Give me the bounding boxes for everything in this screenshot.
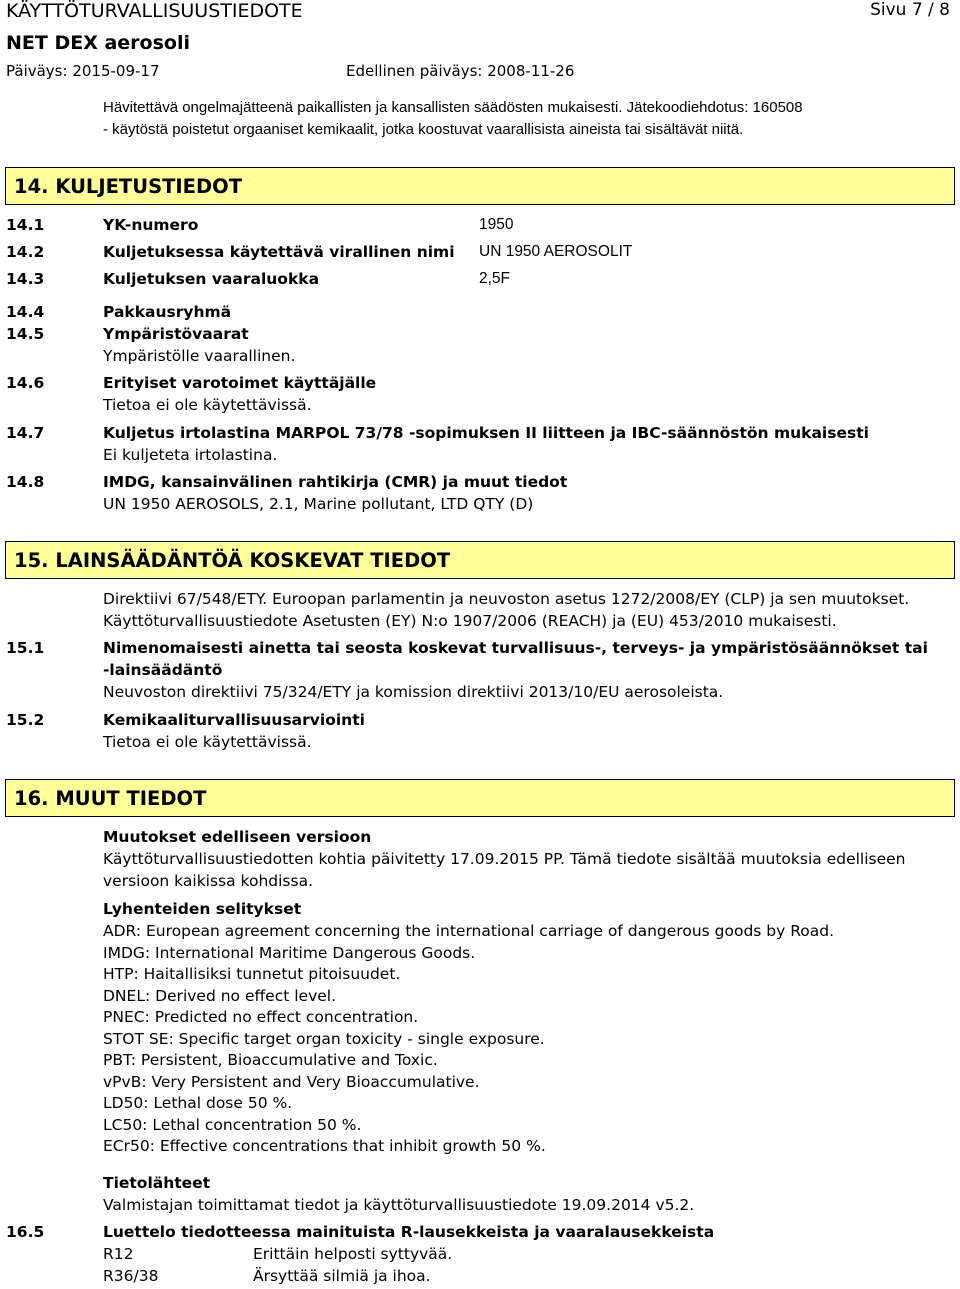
sources-text: Valmistajan toimittamat tiedot ja käyttöturvallisuustiedote 19.09.2014 v5.2. [103,1196,695,1214]
abbreviation-item: LC50: Lethal concentration 50 %. [103,1115,362,1134]
changes-line-2: versioon kaikissa kohdissa. [103,872,313,890]
previous-date: Edellinen päiväys: 2008-11-26 [346,62,575,80]
s152-label: Kemikaaliturvallisuusarviointi [103,711,365,729]
s147-label: Kuljetus irtolastina MARPOL 73/78 -sopimuksen II liitteen ja IBC-säännöstön mukaisesti [103,424,869,442]
s15-intro-2: Käyttöturvallisuustiedote Asetusten (EY) N:o 1907/2006 (REACH) ja (EU) 453/2010 mukaisesti. [103,612,837,630]
abbreviation-item: LD50: Lethal dose 50 %. [103,1094,293,1112]
s143-num: 14.3 [6,270,45,288]
s146-text: Tietoa ei ole käytettävissä. [103,396,312,414]
s165-num: 16.5 [6,1223,45,1241]
abbreviation-item: ADR: European agreement concerning the international carriage of dangerous goods by Road. [103,922,835,940]
s151-num: 15.1 [6,639,45,657]
document-title: KÄYTTÖTURVALLISUUSTIEDOTE [6,0,303,22]
abbreviation-item: DNEL: Derived no effect level. [103,986,337,1005]
changes-title: Muutokset edelliseen versioon [103,828,372,846]
s145-text: Ympäristölle vaarallinen. [103,347,296,365]
s147-text: Ei kuljeteta irtolastina. [103,446,278,464]
phrase-text: Erittäin helposti syttyvää. [253,1245,453,1263]
section-15-header [5,541,955,579]
s15-intro-1: Direktiivi 67/548/ETY. Euroopan parlamentin ja neuvoston asetus 1272/2008/EY (CLP) ja sen muutokset. [103,590,910,608]
s141-label: YK-numero [103,216,199,234]
s142-label: Kuljetuksessa käytettävä virallinen nimi [103,243,455,261]
s142-value: UN 1950 AEROSOLIT [479,243,633,260]
disposal-line-2: - käytöstä poistetut orgaaniset kemikaalit, jotka koostuvat vaarallisista aineista tai sisältävät niitä. [103,121,744,138]
changes-line-1: Käyttöturvallisuustiedotten kohtia päivitetty 17.09.2015 PP. Tämä tiedote sisältää muutoksia edelliseen [103,850,906,868]
s142-num: 14.2 [6,243,45,261]
phrase-code: R36/38 [103,1267,159,1285]
s148-num: 14.8 [6,473,45,491]
s145-num: 14.5 [6,325,45,343]
s152-text: Tietoa ei ole käytettävissä. [103,733,312,751]
abbreviation-item: vPvB: Very Persistent and Very Bioaccumulative. [103,1072,480,1091]
s165-label: Luettelo tiedotteessa mainituista R-lausekkeista ja vaaralausekkeista [103,1223,715,1241]
sources-title: Tietolähteet [103,1174,211,1192]
s147-num: 14.7 [6,424,45,442]
s148-text: UN 1950 AEROSOLS, 2.1, Marine pollutant, LTD QTY (D) [103,495,534,513]
issue-date: Päiväys: 2015-09-17 [6,62,160,80]
s144-num: 14.4 [6,303,45,321]
s143-label: Kuljetuksen vaaraluokka [103,270,320,288]
s145-label: Ympäristövaarat [103,325,249,343]
abbreviations-title: Lyhenteiden selitykset [103,900,302,918]
product-name: NET DEX aerosoli [6,32,190,54]
abbreviation-item: ECr50: Effective concentrations that inhibit growth 50 %. [103,1137,546,1155]
abbreviation-item: HTP: Haitallisiksi tunnetut pitoisuudet. [103,965,401,983]
page-number: Sivu 7 / 8 [870,0,950,20]
phrase-text: Ärsyttää silmiä ja ihoa. [253,1267,431,1285]
section-14-title: 14. KULJETUSTIEDOT [14,175,243,198]
s151-label-line1: Nimenomaisesti ainetta tai seosta koskevat turvallisuus-, terveys- ja ympäristösäännökset tai [103,639,928,657]
s152-num: 15.2 [6,711,45,729]
section-16-header [5,779,955,817]
s151-text: Neuvoston direktiivi 75/324/ETY ja komission direktiivi 2013/10/EU aerosoleista. [103,683,724,701]
abbreviation-item: STOT SE: Specific target organ toxicity - single exposure. [103,1029,545,1048]
s141-value: 1950 [479,216,514,233]
phrase-code: R12 [103,1245,134,1263]
s143-value: 2,5F [479,270,511,287]
abbreviation-item: IMDG: International Maritime Dangerous Goods. [103,943,476,962]
s146-num: 14.6 [6,374,45,392]
section-14-header [5,167,955,205]
s146-label: Erityiset varotoimet käyttäjälle [103,374,377,392]
disposal-line-1: Hävitettävä ongelmajätteenä paikallisten ja kansallisten säädösten mukaisesti. Jätekoodiehdotus: 160508 [103,99,803,116]
abbreviation-item: PNEC: Predicted no effect concentration. [103,1008,419,1026]
section-15-title: 15. LAINSÄÄDÄNTÖÄ KOSKEVAT TIEDOT [14,549,451,572]
abbreviation-item: PBT: Persistent, Bioaccumulative and Toxic. [103,1051,438,1069]
section-16-title: 16. MUUT TIEDOT [14,787,207,810]
s144-label: Pakkausryhmä [103,303,232,321]
s151-label-line2: -lainsäädäntö [103,661,223,679]
s148-label: IMDG, kansainvälinen rahtikirja (CMR) ja muut tiedot [103,473,568,491]
s141-num: 14.1 [6,216,45,234]
